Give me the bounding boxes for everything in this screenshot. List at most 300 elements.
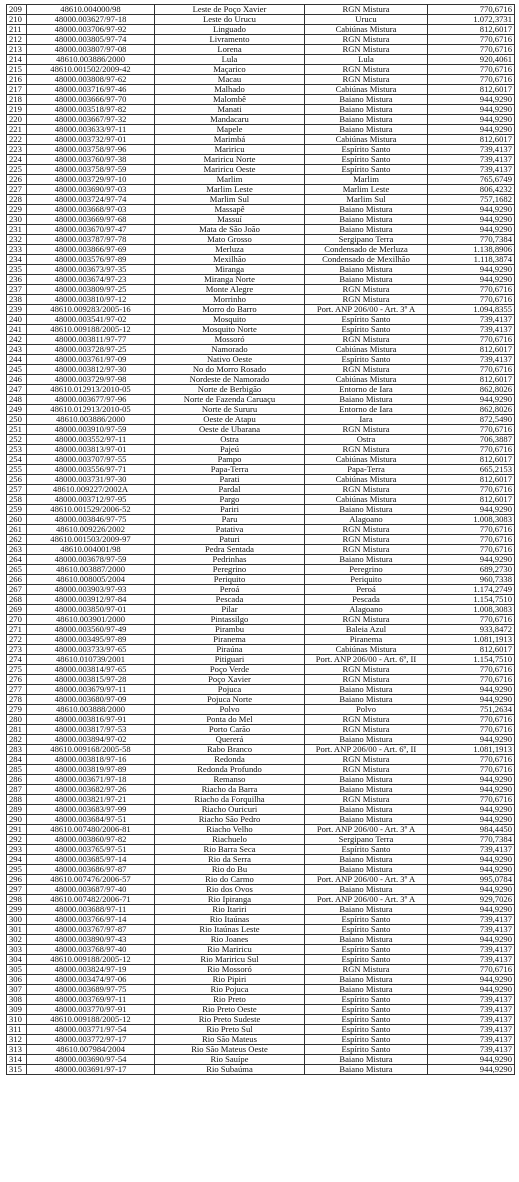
row-number-cell: 245	[7, 365, 27, 375]
table-row	[7, 455, 515, 465]
price-table	[6, 4, 515, 1075]
process-number-cell: 48000.003682/97-26	[27, 785, 155, 795]
process-number-cell: 48000.003728/97-25	[27, 345, 155, 355]
table-row	[7, 805, 515, 815]
row-number-cell: 267	[7, 585, 27, 595]
process-number-cell: 48000.003768/97-40	[27, 945, 155, 955]
row-number-cell: 229	[7, 205, 27, 215]
stream-type-cell: Port. ANP 206/00 - Art. 6º, II	[305, 655, 428, 665]
row-number-cell: 210	[7, 15, 27, 25]
price-value-cell: 770,6716	[428, 75, 515, 85]
field-name-cell: Pojuca	[155, 685, 305, 695]
process-number-cell: 48000.003677/97-96	[27, 395, 155, 405]
price-value-cell: 944,9290	[428, 275, 515, 285]
process-number-cell: 48000.003818/97-16	[27, 755, 155, 765]
row-number-cell: 238	[7, 295, 27, 305]
price-value-cell: 739,4137	[428, 955, 515, 965]
row-number-cell: 266	[7, 575, 27, 585]
table-row	[7, 135, 515, 145]
stream-type-cell: Papa-Terra	[305, 465, 428, 475]
price-value-cell: 862,8026	[428, 385, 515, 395]
price-value-cell: 812,6017	[428, 345, 515, 355]
row-number-cell: 230	[7, 215, 27, 225]
price-value-cell: 665,2153	[428, 465, 515, 475]
process-number-cell: 48000.003758/97-96	[27, 145, 155, 155]
row-number-cell: 233	[7, 245, 27, 255]
process-number-cell: 48610.001529/2006-52	[27, 505, 155, 515]
stream-type-cell: Marlim Sul	[305, 195, 428, 205]
row-number-cell: 219	[7, 105, 27, 115]
stream-type-cell: Port. ANP 206/00 - Art. 3º A	[305, 305, 428, 315]
price-value-cell: 944,9290	[428, 865, 515, 875]
price-value-cell: 770,6716	[428, 675, 515, 685]
row-number-cell: 294	[7, 855, 27, 865]
process-number-cell: 48000.003808/97-62	[27, 75, 155, 85]
process-number-cell: 48000.003815/97-28	[27, 675, 155, 685]
process-number-cell: 48610.012913/2010-05	[27, 405, 155, 415]
stream-type-cell: Baiano Mistura	[305, 815, 428, 825]
price-value-cell: 812,6017	[428, 85, 515, 95]
stream-type-cell: Espírito Santo	[305, 165, 428, 175]
row-number-cell: 282	[7, 735, 27, 745]
table-row	[7, 215, 515, 225]
row-number-cell: 269	[7, 605, 27, 615]
field-name-cell: Pilar	[155, 605, 305, 615]
field-name-cell: Piranema	[155, 635, 305, 645]
field-name-cell: Remanso	[155, 775, 305, 785]
process-number-cell: 48610.009168/2005-58	[27, 745, 155, 755]
field-name-cell: Redonda	[155, 755, 305, 765]
row-number-cell: 286	[7, 775, 27, 785]
table-row	[7, 775, 515, 785]
process-number-cell: 48610.003886/2000	[27, 415, 155, 425]
price-value-cell: 770,6716	[428, 765, 515, 775]
price-value-cell: 739,4137	[428, 915, 515, 925]
row-number-cell: 285	[7, 765, 27, 775]
row-number-cell: 224	[7, 155, 27, 165]
price-value-cell: 944,9290	[428, 785, 515, 795]
price-value-cell: 929,7026	[428, 895, 515, 905]
table-row	[7, 235, 515, 245]
table-row	[7, 175, 515, 185]
process-number-cell: 48610.012913/2010-05	[27, 385, 155, 395]
stream-type-cell: Espírito Santo	[305, 1015, 428, 1025]
process-number-cell: 48000.003685/97-14	[27, 855, 155, 865]
price-value-cell: 944,9290	[428, 1055, 515, 1065]
process-number-cell: 48000.003813/97-01	[27, 445, 155, 455]
price-value-cell: 739,4137	[428, 945, 515, 955]
stream-type-cell: Baiano Mistura	[305, 685, 428, 695]
field-name-cell: Rio Pipiri	[155, 975, 305, 985]
stream-type-cell: RGN Mistura	[305, 65, 428, 75]
table-row	[7, 755, 515, 765]
price-value-cell: 770,6716	[428, 295, 515, 305]
price-value-cell: 739,4137	[428, 155, 515, 165]
process-number-cell: 48000.003560/97-49	[27, 625, 155, 635]
process-number-cell: 48000.003687/97-40	[27, 885, 155, 895]
price-value-cell: 739,4137	[428, 355, 515, 365]
stream-type-cell: Port. ANP 206/00 - Art. 3º A	[305, 825, 428, 835]
stream-type-cell: Baiano Mistura	[305, 205, 428, 215]
price-value-cell: 1.118,3874	[428, 255, 515, 265]
field-name-cell: Peroá	[155, 585, 305, 595]
field-name-cell: Manati	[155, 105, 305, 115]
price-value-cell: 770,6716	[428, 665, 515, 675]
process-number-cell: 48000.003724/97-74	[27, 195, 155, 205]
price-value-cell: 812,6017	[428, 475, 515, 485]
price-value-cell: 770,6716	[428, 445, 515, 455]
process-number-cell: 48610.001502/2009-42	[27, 65, 155, 75]
process-number-cell: 48610.007482/2006-71	[27, 895, 155, 905]
row-number-cell: 246	[7, 375, 27, 385]
table-row	[7, 1005, 515, 1015]
field-name-cell: Massapê	[155, 205, 305, 215]
field-name-cell: Rio São Mateus Oeste	[155, 1045, 305, 1055]
table-row	[7, 35, 515, 45]
field-name-cell: Leste do Urucu	[155, 15, 305, 25]
process-number-cell: 48000.003809/97-25	[27, 285, 155, 295]
stream-type-cell: Espírito Santo	[305, 925, 428, 935]
field-name-cell: Rio Mossoró	[155, 965, 305, 975]
table-row	[7, 535, 515, 545]
table-row	[7, 765, 515, 775]
stream-type-cell: RGN Mistura	[305, 445, 428, 455]
table-row	[7, 965, 515, 975]
process-number-cell: 48000.003817/97-53	[27, 725, 155, 735]
process-number-cell: 48000.003690/97-54	[27, 1055, 155, 1065]
stream-type-cell: Port. ANP 206/00 - Art. 3º A	[305, 875, 428, 885]
process-number-cell: 48610.004001/98	[27, 545, 155, 555]
field-name-cell: Pajeú	[155, 445, 305, 455]
field-name-cell: Ostra	[155, 435, 305, 445]
stream-type-cell: Cabiúnas Mistura	[305, 375, 428, 385]
row-number-cell: 305	[7, 965, 27, 975]
price-value-cell: 739,4137	[428, 925, 515, 935]
field-name-cell: Papa-Terra	[155, 465, 305, 475]
stream-type-cell: RGN Mistura	[305, 285, 428, 295]
table-row	[7, 155, 515, 165]
table-row	[7, 195, 515, 205]
row-number-cell: 292	[7, 835, 27, 845]
process-number-cell: 48000.003912/97-84	[27, 595, 155, 605]
stream-type-cell: RGN Mistura	[305, 615, 428, 625]
price-value-cell: 757,1682	[428, 195, 515, 205]
process-number-cell: 48000.003673/97-35	[27, 265, 155, 275]
row-number-cell: 213	[7, 45, 27, 55]
price-value-cell: 1.008,3083	[428, 515, 515, 525]
price-value-cell: 770,6716	[428, 755, 515, 765]
stream-type-cell: Cabiúnas Mistura	[305, 645, 428, 655]
table-row	[7, 365, 515, 375]
process-number-cell: 48000.003810/97-12	[27, 295, 155, 305]
price-value-cell: 770,6716	[428, 535, 515, 545]
process-number-cell: 48610.009188/2005-12	[27, 1015, 155, 1025]
stream-type-cell: Peroá	[305, 585, 428, 595]
price-value-cell: 739,4137	[428, 145, 515, 155]
process-number-cell: 48000.003706/97-92	[27, 25, 155, 35]
field-name-cell: Lorena	[155, 45, 305, 55]
stream-type-cell: Espírito Santo	[305, 995, 428, 1005]
row-number-cell: 241	[7, 325, 27, 335]
stream-type-cell: Baiano Mistura	[305, 265, 428, 275]
table-row	[7, 975, 515, 985]
field-name-cell: Livramento	[155, 35, 305, 45]
row-number-cell: 222	[7, 135, 27, 145]
stream-type-cell: RGN Mistura	[305, 45, 428, 55]
table-row	[7, 665, 515, 675]
field-name-cell: Pariri	[155, 505, 305, 515]
process-number-cell: 48000.003766/97-14	[27, 915, 155, 925]
field-name-cell: Rio dos Ovos	[155, 885, 305, 895]
field-name-cell: Norte de Berbigão	[155, 385, 305, 395]
table-row	[7, 325, 515, 335]
field-name-cell: Mariricu Oeste	[155, 165, 305, 175]
row-number-cell: 284	[7, 755, 27, 765]
field-name-cell: Marlim Leste	[155, 185, 305, 195]
process-number-cell: 48610.009188/2005-12	[27, 325, 155, 335]
process-number-cell: 48000.003627/97-18	[27, 15, 155, 25]
field-name-cell: Rio Mariricu Sul	[155, 955, 305, 965]
process-number-cell: 48000.003552/97-11	[27, 435, 155, 445]
process-number-cell: 48000.003684/97-51	[27, 815, 155, 825]
process-number-cell: 48000.003688/97-11	[27, 905, 155, 915]
table-row	[7, 825, 515, 835]
process-number-cell: 48000.003541/97-02	[27, 315, 155, 325]
stream-type-cell: Baiano Mistura	[305, 1065, 428, 1075]
price-value-cell: 770,6716	[428, 365, 515, 375]
row-number-cell: 220	[7, 115, 27, 125]
table-row	[7, 115, 515, 125]
table-row	[7, 945, 515, 955]
table-row	[7, 515, 515, 525]
price-value-cell: 739,4137	[428, 1005, 515, 1015]
stream-type-cell: RGN Mistura	[305, 425, 428, 435]
price-value-cell: 944,9290	[428, 685, 515, 695]
stream-type-cell: Baiano Mistura	[305, 695, 428, 705]
table-row	[7, 345, 515, 355]
field-name-cell: Paru	[155, 515, 305, 525]
stream-type-cell: Espírito Santo	[305, 1005, 428, 1015]
row-number-cell: 289	[7, 805, 27, 815]
process-number-cell: 48000.003769/97-11	[27, 995, 155, 1005]
stream-type-cell: Espírito Santo	[305, 145, 428, 155]
field-name-cell: Pescada	[155, 595, 305, 605]
process-number-cell: 48000.003683/97-99	[27, 805, 155, 815]
price-value-cell: 944,9290	[428, 555, 515, 565]
stream-type-cell: Baiano Mistura	[305, 935, 428, 945]
row-number-cell: 227	[7, 185, 27, 195]
field-name-cell: Mandacaru	[155, 115, 305, 125]
row-number-cell: 309	[7, 1005, 27, 1015]
price-value-cell: 944,9290	[428, 735, 515, 745]
field-name-cell: Oeste de Ubarana	[155, 425, 305, 435]
table-row	[7, 885, 515, 895]
field-name-cell: Lula	[155, 55, 305, 65]
table-row	[7, 925, 515, 935]
stream-type-cell: Cabiúnas Mistura	[305, 25, 428, 35]
stream-type-cell: Cabiúnas Mistura	[305, 475, 428, 485]
price-value-cell: 944,9290	[428, 855, 515, 865]
field-name-cell: Rio do Carmo	[155, 875, 305, 885]
field-name-cell: Oeste de Atapu	[155, 415, 305, 425]
table-row	[7, 835, 515, 845]
field-name-cell: Redonda Profundo	[155, 765, 305, 775]
row-number-cell: 314	[7, 1055, 27, 1065]
table-row	[7, 395, 515, 405]
row-number-cell: 212	[7, 35, 27, 45]
field-name-cell: Norte de Fazenda Caruaçu	[155, 395, 305, 405]
price-value-cell: 770,6716	[428, 795, 515, 805]
row-number-cell: 283	[7, 745, 27, 755]
process-number-cell: 48000.003689/97-75	[27, 985, 155, 995]
field-name-cell: Parati	[155, 475, 305, 485]
row-number-cell: 252	[7, 435, 27, 445]
process-number-cell: 48000.003890/97-43	[27, 935, 155, 945]
process-number-cell: 48000.003860/97-82	[27, 835, 155, 845]
table-row	[7, 795, 515, 805]
row-number-cell: 281	[7, 725, 27, 735]
process-number-cell: 48000.003679/97-11	[27, 685, 155, 695]
table-row	[7, 1065, 515, 1075]
process-number-cell: 48610.009188/2005-12	[27, 955, 155, 965]
table-row	[7, 875, 515, 885]
process-number-cell: 48000.003691/97-17	[27, 1065, 155, 1075]
row-number-cell: 262	[7, 535, 27, 545]
row-number-cell: 264	[7, 555, 27, 565]
row-number-cell: 270	[7, 615, 27, 625]
row-number-cell: 276	[7, 675, 27, 685]
stream-type-cell: Espírito Santo	[305, 955, 428, 965]
row-number-cell: 221	[7, 125, 27, 135]
stream-type-cell: Cabiúnas Mistura	[305, 455, 428, 465]
process-number-cell: 48000.003474/97-06	[27, 975, 155, 985]
table-row	[7, 5, 515, 15]
process-number-cell: 48000.003846/97-75	[27, 515, 155, 525]
price-value-cell: 1.094,8355	[428, 305, 515, 315]
table-row	[7, 385, 515, 395]
price-value-cell: 739,4137	[428, 315, 515, 325]
row-number-cell: 242	[7, 335, 27, 345]
row-number-cell: 268	[7, 595, 27, 605]
table-row	[7, 565, 515, 575]
field-name-cell: Marlim Sul	[155, 195, 305, 205]
price-value-cell: 812,6017	[428, 495, 515, 505]
process-number-cell: 48610.007984/2004	[27, 1045, 155, 1055]
stream-type-cell: RGN Mistura	[305, 75, 428, 85]
row-number-cell: 296	[7, 875, 27, 885]
price-value-cell: 944,9290	[428, 885, 515, 895]
table-row	[7, 125, 515, 135]
row-number-cell: 273	[7, 645, 27, 655]
table-row	[7, 505, 515, 515]
process-number-cell: 48610.009226/2002	[27, 525, 155, 535]
process-number-cell: 48000.003716/97-46	[27, 85, 155, 95]
price-value-cell: 739,4137	[428, 1015, 515, 1025]
price-value-cell: 739,4137	[428, 165, 515, 175]
process-number-cell: 48610.003888/2000	[27, 705, 155, 715]
row-number-cell: 310	[7, 1015, 27, 1025]
stream-type-cell: Polvo	[305, 705, 428, 715]
stream-type-cell: Baiano Mistura	[305, 975, 428, 985]
table-row	[7, 315, 515, 325]
stream-type-cell: Condensado de Mexilhão	[305, 255, 428, 265]
field-name-cell: Mosquito Norte	[155, 325, 305, 335]
field-name-cell: Rio São Mateus	[155, 1035, 305, 1045]
field-name-cell: Paturi	[155, 535, 305, 545]
stream-type-cell: Espírito Santo	[305, 915, 428, 925]
field-name-cell: Mata de São João	[155, 225, 305, 235]
row-number-cell: 302	[7, 935, 27, 945]
row-number-cell: 215	[7, 65, 27, 75]
table-row	[7, 275, 515, 285]
table-row	[7, 415, 515, 425]
process-number-cell: 48610.003901/2000	[27, 615, 155, 625]
table-row	[7, 655, 515, 665]
process-number-cell: 48000.003787/97-78	[27, 235, 155, 245]
field-name-cell: Rio Itaúnas Leste	[155, 925, 305, 935]
process-number-cell: 48000.003667/97-32	[27, 115, 155, 125]
row-number-cell: 265	[7, 565, 27, 575]
process-number-cell: 48000.003690/97-03	[27, 185, 155, 195]
stream-type-cell: RGN Mistura	[305, 525, 428, 535]
stream-type-cell: Baiano Mistura	[305, 985, 428, 995]
row-number-cell: 239	[7, 305, 27, 315]
field-name-cell: Rio Joanes	[155, 935, 305, 945]
stream-type-cell: Baiano Mistura	[305, 555, 428, 565]
stream-type-cell: Cabiúnas Mistura	[305, 495, 428, 505]
price-value-cell: 770,6716	[428, 615, 515, 625]
process-number-cell: 48000.003760/97-38	[27, 155, 155, 165]
stream-type-cell: Port. ANP 206/00 - Art. 6º, II	[305, 745, 428, 755]
process-number-cell: 48000.003866/97-69	[27, 245, 155, 255]
stream-type-cell: Espírito Santo	[305, 1035, 428, 1045]
field-name-cell: Pintassilgo	[155, 615, 305, 625]
table-row	[7, 465, 515, 475]
price-value-cell: 751,2634	[428, 705, 515, 715]
field-name-cell: Rio Itaúnas	[155, 915, 305, 925]
price-value-cell: 1.081,1913	[428, 635, 515, 645]
row-number-cell: 279	[7, 705, 27, 715]
row-number-cell: 236	[7, 275, 27, 285]
field-name-cell: Merluza	[155, 245, 305, 255]
stream-type-cell: RGN Mistura	[305, 765, 428, 775]
row-number-cell: 275	[7, 665, 27, 675]
process-number-cell: 48000.003910/97-59	[27, 425, 155, 435]
stream-type-cell: Alagoano	[305, 515, 428, 525]
table-row	[7, 445, 515, 455]
stream-type-cell: Lula	[305, 55, 428, 65]
process-number-cell: 48000.003812/97-30	[27, 365, 155, 375]
field-name-cell: Pargo	[155, 495, 305, 505]
process-number-cell: 48000.003669/97-68	[27, 215, 155, 225]
table-row	[7, 485, 515, 495]
field-name-cell: Rio Preto Sudeste	[155, 1015, 305, 1025]
price-value-cell: 862,8026	[428, 405, 515, 415]
stream-type-cell: Baiano Mistura	[305, 215, 428, 225]
field-name-cell: Periquito	[155, 575, 305, 585]
field-name-cell: Nativo Oeste	[155, 355, 305, 365]
table-row	[7, 985, 515, 995]
table-body	[7, 5, 515, 1075]
process-number-cell: 48000.003824/97-19	[27, 965, 155, 975]
price-value-cell: 765,6749	[428, 175, 515, 185]
table-row	[7, 335, 515, 345]
field-name-cell: Norte de Sururu	[155, 405, 305, 415]
table-row	[7, 1045, 515, 1055]
table-row	[7, 295, 515, 305]
process-number-cell: 48610.003886/2000	[27, 55, 155, 65]
row-number-cell: 244	[7, 355, 27, 365]
